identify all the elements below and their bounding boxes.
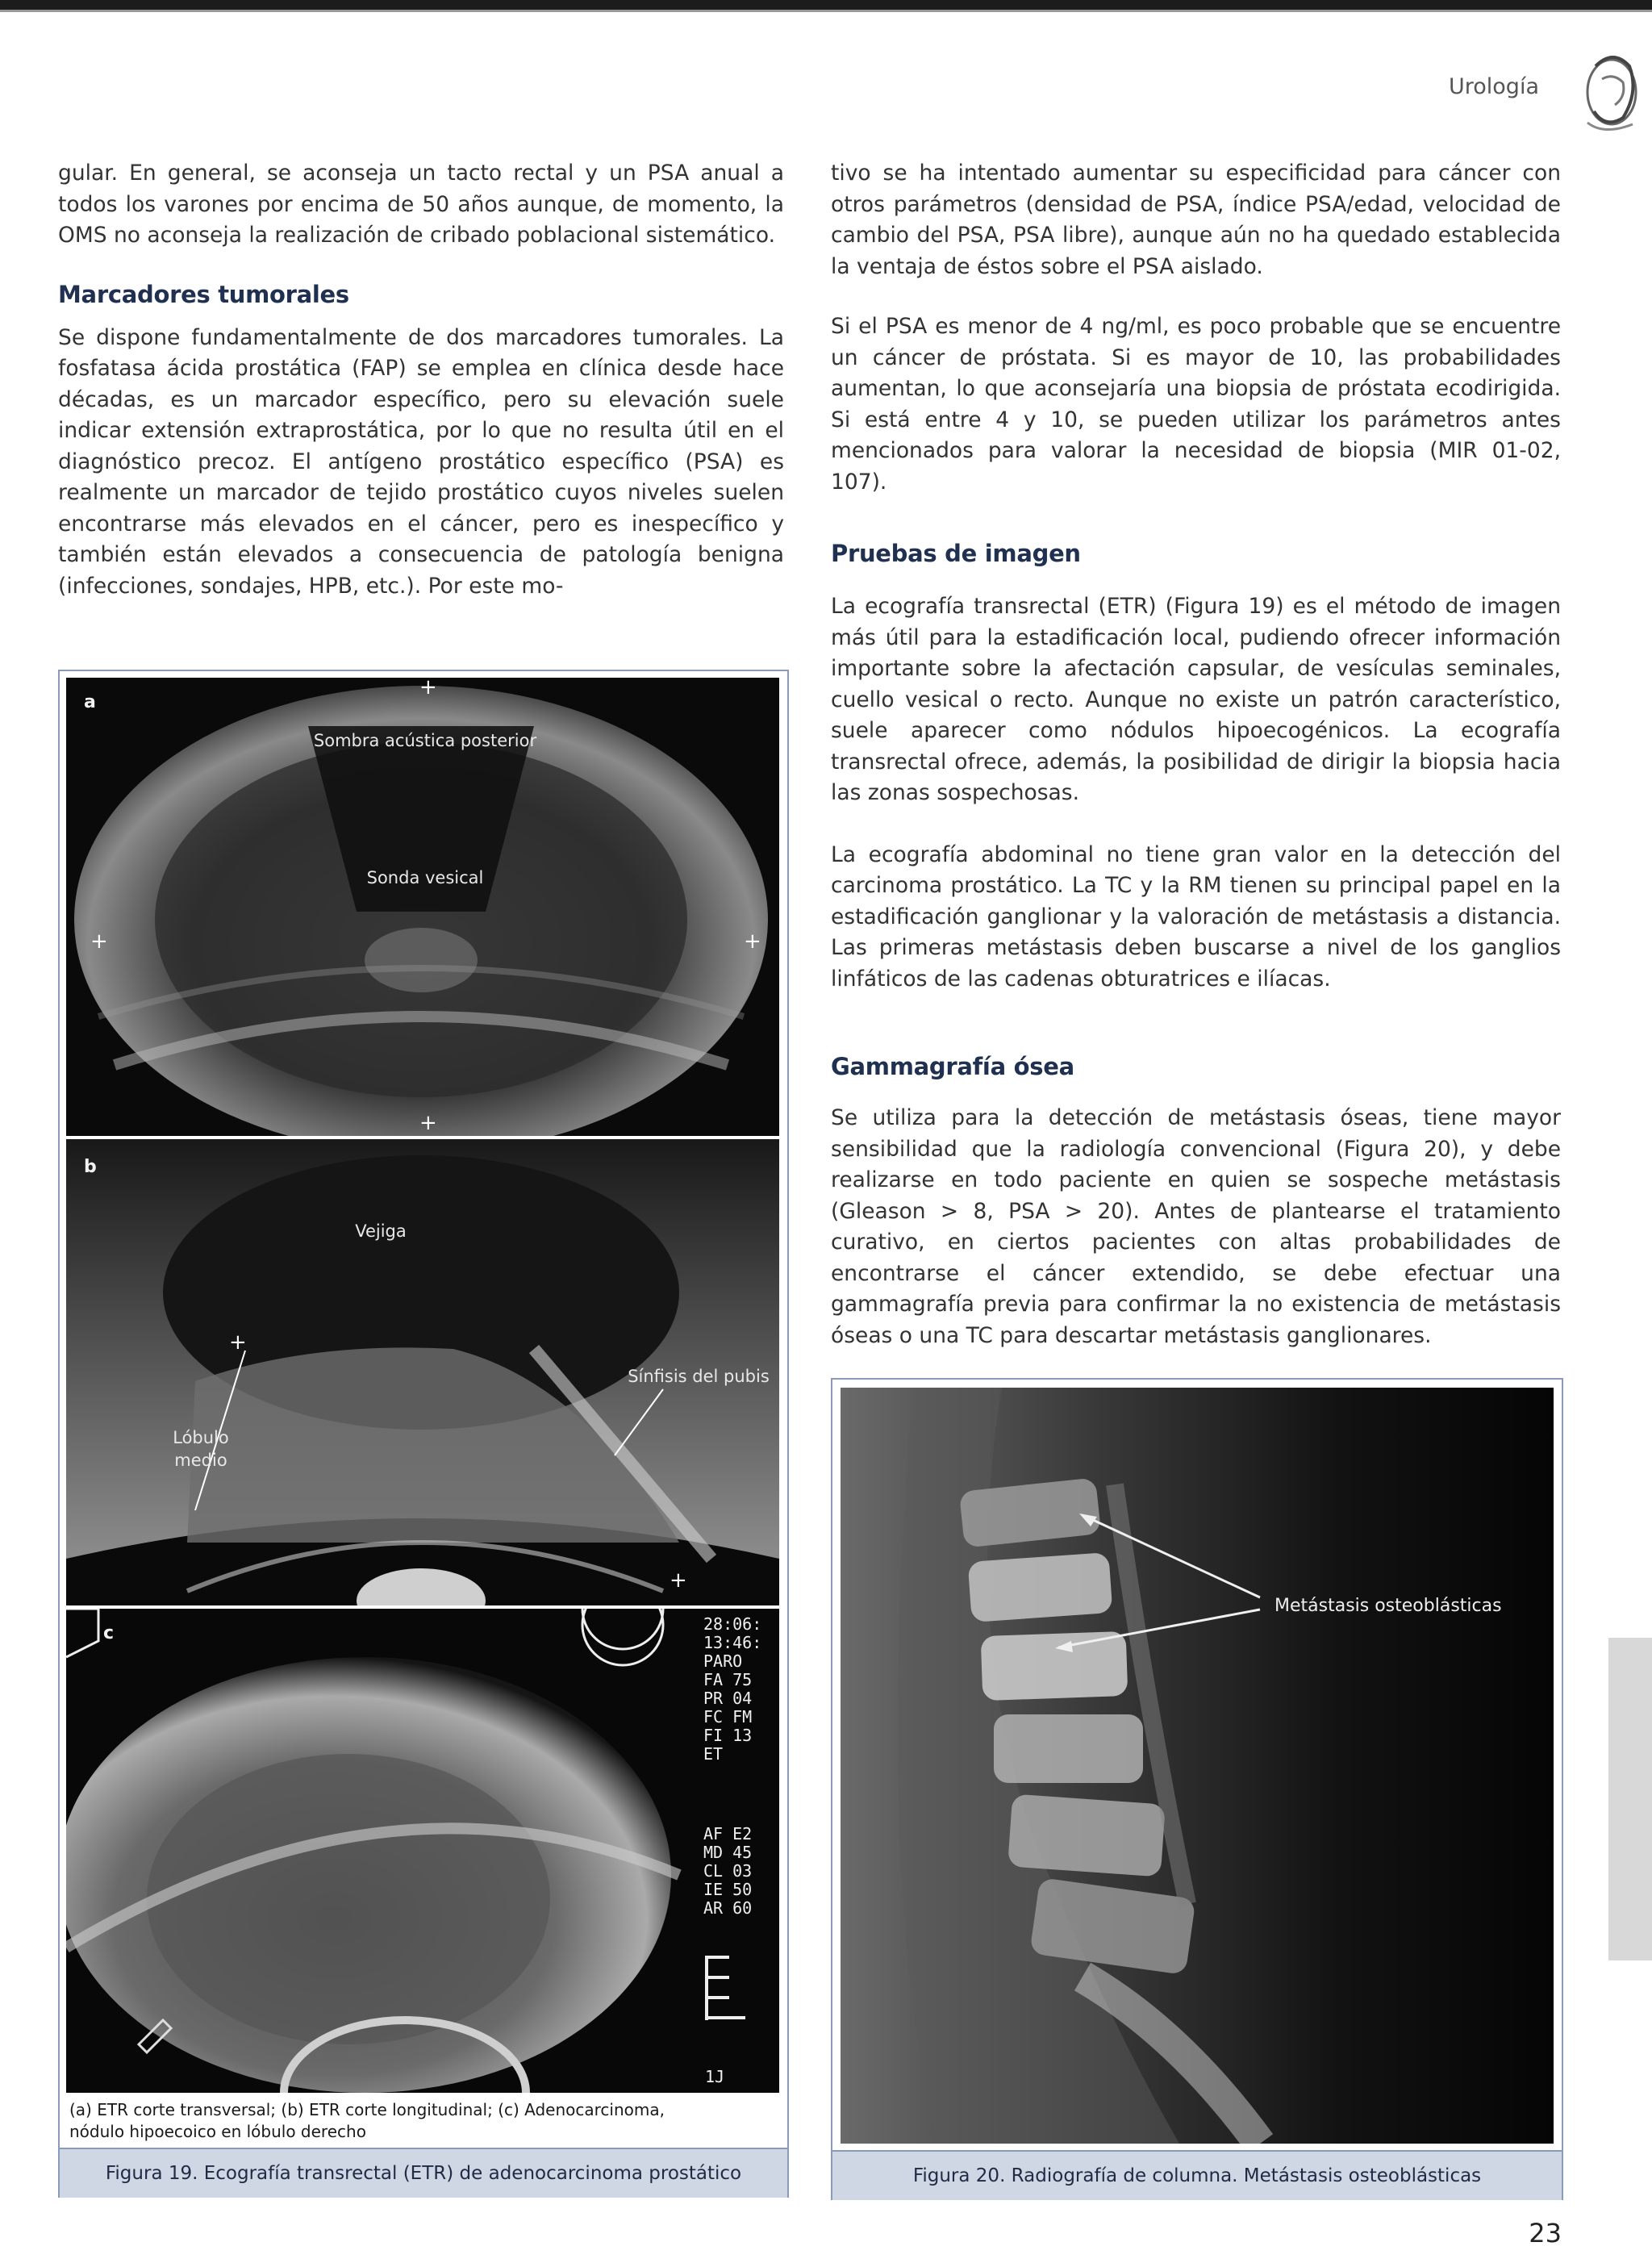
svg-text:+: + [229, 1330, 247, 1355]
heading-bone-scan: Gammagrafía ósea [831, 1053, 1074, 1080]
figure-20 [831, 1378, 1563, 2200]
ultrasound-panel-c [66, 1609, 779, 2093]
label-bladder: Vejiga [355, 1221, 407, 1241]
label-pubic-symphysis: Sínfisis del pubis [628, 1367, 770, 1386]
readout-line: CL 03 [703, 1861, 753, 1881]
top-rule [0, 0, 1652, 10]
paragraph-psa: Si el PSA es menor de 4 ng/ml, es poco probable que se encuentre un cáncer de próstata. Si es mayor de 10, las probabilidades aumentan, lo que aconsejaría una biopsia de próstata ecodirigida. Si está entre 4 y 10, se pueden utilizar los parámetros antes mencionados para valorar la necesidad de biopsia (MIR 01-02, 107). [831, 314, 1561, 495]
figure-19-caption: Figura 19. Ecografía transrectal (ETR) de adenocarcinoma prostático [105, 2163, 742, 2184]
readout-line: AR 60 [703, 1898, 753, 1918]
heading-imaging: Pruebas de imagen [831, 540, 1081, 567]
side-tab-marker [1608, 1638, 1652, 1960]
figure-19-subcaption: (a) ETR corte transversal; (b) ETR corte longitudinal; (c) Adenocarcinoma, nódulo hipoecoico en lóbulo derecho [69, 2100, 665, 2141]
left-column [58, 158, 784, 602]
figure-19 [58, 670, 789, 2198]
page-number: 23 [1529, 2218, 1562, 2248]
readout-line: FC FM [703, 1707, 753, 1726]
svg-text:+: + [419, 678, 437, 699]
panel-letter-c: c [103, 1623, 115, 1643]
figure-20-caption: Figura 20. Radiografía de columna. Metástasis osteoblásticas [912, 2165, 1482, 2186]
heading-tumor-markers: Marcadores tumorales [58, 280, 349, 308]
paragraph-tumor-markers: Se dispone fundamentalmente de dos marcadores tumorales. La fosfatasa ácida prostática (FAP) se emplea en clínica desde hace décadas, es un marcador específico, pero su elevación suele indicar extensión extraprostática, por lo que no resulta útil en el diagnóstico precoz. El antígeno prostático específico (PSA) es realmente un marcador de tejido prostático cuyos niveles suelen encontrarse más elevados en el cáncer, pero es inespecífico y también están elevados a consecuencia de patología benigna (infecciones, sondajes, HPB, etc.). Por este mo- [58, 324, 784, 599]
readout-line: MD 45 [703, 1843, 753, 1862]
readout-line: 28:06: [703, 1614, 762, 1634]
ultrasound-c-image [66, 1609, 779, 2093]
readout-line: 13:46: [703, 1633, 762, 1652]
running-title: Urología [1449, 74, 1539, 99]
readout-line: AF E2 [703, 1824, 753, 1843]
logo-icon [1555, 34, 1646, 139]
paragraph-bone-scan: Se utiliza para la detección de metástasis óseas, tiene mayor sensibilidad que la radiología convencional (Figura 20), y debe realizarse en todo paciente en quien se sospeche metástasis (Gleason > 8, PSA > 20). Antes de plantearse el tratamiento curativo, en ciertos pacientes con altas probabilidades de encontrarse el cáncer extendido, se debe efectuar una gammagrafía previa para confirmar la no existencia de metástasis óseas o una TC para descartar metástasis ganglionares. [831, 1105, 1561, 1348]
ultrasound-readout-bottom [703, 1825, 776, 1918]
right-column [831, 158, 1561, 1351]
ultrasound-readout-top [703, 1615, 776, 1764]
label-osteoblastic-metastases: Metástasis osteoblásticas [1274, 1596, 1502, 1616]
top-rule-thin [0, 10, 1652, 12]
label-acoustic-shadow: Sombra acústica posterior [313, 731, 537, 750]
panel-letter-b: b [84, 1157, 97, 1177]
ultrasound-panel-b [66, 1139, 779, 1605]
paragraph-continuation: tivo se ha intentado aumentar su especificidad para cáncer con otros parámetros (densidad de PSA, índice PSA/edad, velocidad de cambio del PSA, PSA libre), aunque aún no ha quedado establecida la ventaja de éstos sobre el PSA aislado. [831, 161, 1561, 279]
paragraph-etr: La ecografía transrectal (ETR) (Figura 19) es el método de imagen más útil para la estadificación local, pudiendo ofrecer información importante sobre la afectación capsular, de vesículas seminales, cuello vesical o recto. Aunque no existe un patrón característico, suele aparecer como nódulos hipoecogénicos. La ecografía transrectal ofrece, además, la posibilidad de dirigir la biopsia hacia las zonas sospechosas. [831, 594, 1561, 805]
readout-line: PR 04 [703, 1689, 753, 1708]
svg-text:+: + [670, 1568, 687, 1593]
paragraph-intro: gular. En general, se aconseja un tacto rectal y un PSA anual a todos los varones por encima de 50 años aunque, de momento, la OMS no aconseja la realización de cribado poblacional sistemático. [58, 161, 784, 248]
readout-line: ET [703, 1744, 724, 1764]
ultrasound-panel-a [66, 678, 779, 1136]
readout-line: PARO [703, 1651, 743, 1671]
spine-xray [841, 1388, 1554, 2144]
figure-19-caption-bar [60, 2148, 787, 2198]
readout-line: FA 75 [703, 1670, 753, 1689]
panel-letter-a: a [84, 692, 96, 712]
svg-text:+: + [744, 929, 761, 954]
label-middle-lobe: Lóbulo medio [173, 1428, 229, 1470]
svg-text:+: + [419, 1111, 437, 1135]
label-bladder-probe: Sonda vesical [366, 868, 484, 887]
svg-text:+: + [90, 929, 108, 954]
readout-corner: 1J [705, 2067, 725, 2086]
figure-20-caption-bar [832, 2150, 1562, 2200]
readout-line: IE 50 [703, 1880, 753, 1899]
readout-line: FI 13 [703, 1726, 753, 1745]
paragraph-abdominal: La ecografía abdominal no tiene gran valor en la detección del carcinoma prostático. La TC y la RM tienen su principal papel en la estadificación ganglionar y la valoración de metástasis a distancia. Las primeras metástasis deben buscarse a nivel de los ganglios linfáticos de las cadenas obturatrices e ilíacas. [831, 841, 1561, 992]
spine-xray-image [841, 1388, 1554, 2144]
